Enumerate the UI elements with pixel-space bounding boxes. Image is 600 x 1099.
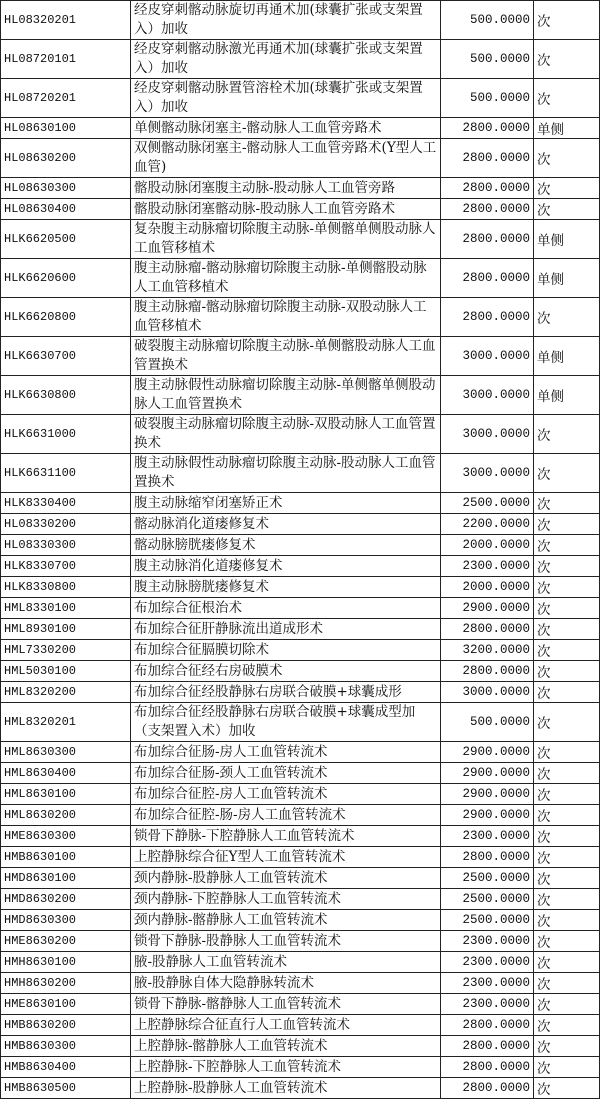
item-unit: 次: [534, 535, 600, 556]
item-code: HME8630200: [1, 931, 131, 952]
item-code: HMH8630100: [1, 952, 131, 973]
item-code: HLK8330800: [1, 577, 131, 598]
item-unit: 次: [534, 868, 600, 889]
item-code: HML7330200: [1, 640, 131, 661]
table-row: [1, 973, 600, 994]
item-price: 2300.0000: [441, 952, 534, 973]
item-price: 3000.0000: [441, 454, 534, 493]
item-price: 2300.0000: [441, 826, 534, 847]
item-unit: 次: [534, 619, 600, 640]
item-name: 腹主动脉膀胱瘘修复术: [131, 577, 441, 598]
item-code: HLK6631000: [1, 415, 131, 454]
item-code: HL08630300: [1, 178, 131, 199]
item-price: 2300.0000: [441, 994, 534, 1015]
item-name: 锁骨下静脉-股静脉人工血管转流术: [131, 931, 441, 952]
item-name: 髂动脉消化道瘘修复术: [131, 514, 441, 535]
item-unit: 次: [534, 889, 600, 910]
item-name: 髂股动脉闭塞髂动脉-股动脉人工血管旁路术: [131, 199, 441, 220]
item-price: 2800.0000: [441, 1078, 534, 1099]
item-price: 500.0000: [441, 1, 534, 40]
table-row: [1, 1078, 600, 1099]
item-price: 2900.0000: [441, 598, 534, 619]
table-row: [1, 889, 600, 910]
item-price: 2200.0000: [441, 514, 534, 535]
item-name: 颈内静脉-髂静脉人工血管转流术: [131, 910, 441, 931]
item-code: HML8320200: [1, 682, 131, 703]
table-row: [1, 118, 600, 139]
item-code: HLK8330400: [1, 493, 131, 514]
item-name: 颈内静脉-下腔静脉人工血管转流术: [131, 889, 441, 910]
table-row: [1, 868, 600, 889]
item-code: HLK6620500: [1, 220, 131, 259]
item-code: HL08630100: [1, 118, 131, 139]
table-row: [1, 1057, 600, 1078]
item-name: 腹主动脉消化道瘘修复术: [131, 556, 441, 577]
item-code: HMD8630300: [1, 910, 131, 931]
item-unit: 次: [534, 682, 600, 703]
item-unit: 次: [534, 931, 600, 952]
item-code: HMB8630500: [1, 1078, 131, 1099]
table-row: [1, 805, 600, 826]
item-name: 上腔静脉-髂静脉人工血管转流术: [131, 1036, 441, 1057]
item-price: 2000.0000: [441, 577, 534, 598]
item-code: HMD8630100: [1, 868, 131, 889]
item-unit: 次: [534, 79, 600, 118]
item-code: HLK6631100: [1, 454, 131, 493]
item-name: 腹主动脉假性动脉瘤切除腹主动脉-单侧髂单侧股动脉人工血管置换术: [131, 376, 441, 415]
item-price: 2800.0000: [441, 1015, 534, 1036]
item-name: 颈内静脉-股静脉人工血管转流术: [131, 868, 441, 889]
item-name: 布加综合征根治术: [131, 598, 441, 619]
item-price: 2800.0000: [441, 1057, 534, 1078]
table-row: [1, 703, 600, 742]
table-row: [1, 784, 600, 805]
item-name: 布加综合征经股静脉右房联合破膜+球囊成型加（支架置入术）加收: [131, 703, 441, 742]
item-unit: 次: [534, 826, 600, 847]
item-code: HML8630100: [1, 784, 131, 805]
item-price: 2800.0000: [441, 847, 534, 868]
table-row: [1, 493, 600, 514]
table-row: [1, 1015, 600, 1036]
item-name: 锁骨下静脉-下腔静脉人工血管转流术: [131, 826, 441, 847]
item-price: 2800.0000: [441, 1036, 534, 1057]
item-code: HML8320201: [1, 703, 131, 742]
item-unit: 次: [534, 1, 600, 40]
table-row: [1, 376, 600, 415]
item-unit: 次: [534, 784, 600, 805]
item-unit: 次: [534, 577, 600, 598]
item-price: 2300.0000: [441, 931, 534, 952]
item-name: 上腔静脉综合征Y型人工血管转流术: [131, 847, 441, 868]
item-name: 髂股动脉闭塞腹主动脉-股动脉人工血管旁路: [131, 178, 441, 199]
table-row: [1, 763, 600, 784]
item-code: HL08720201: [1, 79, 131, 118]
item-code: HLK8330700: [1, 556, 131, 577]
table-row: [1, 994, 600, 1015]
table-row: [1, 952, 600, 973]
table-row: [1, 640, 600, 661]
table-row: [1, 454, 600, 493]
item-price: 2800.0000: [441, 139, 534, 178]
item-unit: 单侧: [534, 259, 600, 298]
table-row: [1, 847, 600, 868]
item-unit: 次: [534, 556, 600, 577]
item-price: 2500.0000: [441, 910, 534, 931]
item-unit: 次: [534, 994, 600, 1015]
item-code: HL08720101: [1, 40, 131, 79]
item-code: HLK6620600: [1, 259, 131, 298]
item-name: 复杂腹主动脉瘤切除腹主动脉-单侧髂单侧股动脉人工血管移植术: [131, 220, 441, 259]
item-name: 破裂腹主动脉瘤切除腹主动脉-单侧髂股动脉人工血管置换术: [131, 337, 441, 376]
item-name: 腹主动脉缩窄闭塞矫正术: [131, 493, 441, 514]
item-unit: 次: [534, 493, 600, 514]
item-name: 破裂腹主动脉瘤切除腹主动脉-双股动脉人工血管置换术: [131, 415, 441, 454]
item-price: 2800.0000: [441, 199, 534, 220]
item-code: HL08330200: [1, 514, 131, 535]
item-code: HME8630300: [1, 826, 131, 847]
item-price: 2900.0000: [441, 763, 534, 784]
item-code: HL08330300: [1, 535, 131, 556]
item-name: 腹主动脉瘤-髂动脉瘤切除腹主动脉-单侧髂股动脉人工血管移植术: [131, 259, 441, 298]
item-unit: 单侧: [534, 118, 600, 139]
item-price: 2800.0000: [441, 619, 534, 640]
item-price: 3200.0000: [441, 640, 534, 661]
item-name: 腋-股静脉人工血管转流术: [131, 952, 441, 973]
item-price: 2900.0000: [441, 742, 534, 763]
item-code: HL08630200: [1, 139, 131, 178]
item-name: 锁骨下静脉-髂静脉人工血管转流术: [131, 994, 441, 1015]
item-unit: 单侧: [534, 337, 600, 376]
item-name: 布加综合征经股静脉右房联合破膜+球囊成形: [131, 682, 441, 703]
table-row: [1, 1, 600, 40]
item-unit: 次: [534, 910, 600, 931]
table-row: [1, 514, 600, 535]
item-unit: 次: [534, 952, 600, 973]
table-row: [1, 1036, 600, 1057]
item-price: 3000.0000: [441, 376, 534, 415]
table-row: [1, 577, 600, 598]
item-price: 2800.0000: [441, 220, 534, 259]
item-code: HML8630200: [1, 805, 131, 826]
table-row: [1, 826, 600, 847]
item-unit: 次: [534, 298, 600, 337]
table-row: [1, 910, 600, 931]
table-row: [1, 220, 600, 259]
item-unit: 次: [534, 1078, 600, 1099]
item-price: 2000.0000: [441, 535, 534, 556]
table-row: [1, 298, 600, 337]
item-price: 2900.0000: [441, 784, 534, 805]
item-name: 上腔静脉综合征直行人工血管转流术: [131, 1015, 441, 1036]
item-unit: 次: [534, 415, 600, 454]
table-row: [1, 682, 600, 703]
item-price: 2900.0000: [441, 805, 534, 826]
item-name: 经皮穿刺髂动脉激光再通术加(球囊扩张或支架置入）加收: [131, 40, 441, 79]
item-code: HML8330100: [1, 598, 131, 619]
table-row: [1, 259, 600, 298]
table-body: [1, 1, 600, 1099]
item-price: 2300.0000: [441, 556, 534, 577]
item-price: 2800.0000: [441, 661, 534, 682]
item-unit: 次: [534, 742, 600, 763]
item-code: HMD8630200: [1, 889, 131, 910]
item-name: 布加综合征肠-颈人工血管转流术: [131, 763, 441, 784]
item-price: 2500.0000: [441, 889, 534, 910]
item-name: 经皮穿刺髂动脉旋切再通术加(球囊扩张或支架置入）加收: [131, 1, 441, 40]
item-name: 双侧髂动脉闭塞主-髂动脉人工血管旁路术(Y型人工血管): [131, 139, 441, 178]
item-code: HMB8630400: [1, 1057, 131, 1078]
item-price: 3000.0000: [441, 682, 534, 703]
item-price: 3000.0000: [441, 415, 534, 454]
item-name: 腹主动脉假性动脉瘤切除腹主动脉-股动脉人工血管置换术: [131, 454, 441, 493]
item-unit: 次: [534, 514, 600, 535]
item-code: HMB8630300: [1, 1036, 131, 1057]
table-row: [1, 598, 600, 619]
item-unit: 次: [534, 1057, 600, 1078]
item-price: 500.0000: [441, 703, 534, 742]
item-code: HML8630400: [1, 763, 131, 784]
item-price: 2800.0000: [441, 178, 534, 199]
table-row: [1, 40, 600, 79]
item-price: 3000.0000: [441, 337, 534, 376]
item-name: 布加综合征肝静脉流出道成形术: [131, 619, 441, 640]
item-code: HLK6630700: [1, 337, 131, 376]
item-unit: 次: [534, 40, 600, 79]
item-code: HMB8630200: [1, 1015, 131, 1036]
item-name: 布加综合征膈膜切除术: [131, 640, 441, 661]
table-row: [1, 619, 600, 640]
item-code: HML8630300: [1, 742, 131, 763]
item-code: HLK6630800: [1, 376, 131, 415]
table-row: [1, 199, 600, 220]
item-unit: 单侧: [534, 220, 600, 259]
item-unit: 次: [534, 1015, 600, 1036]
item-price: 500.0000: [441, 79, 534, 118]
item-name: 髂动脉膀胱瘘修复术: [131, 535, 441, 556]
item-code: HMH8630200: [1, 973, 131, 994]
item-code: HME8630100: [1, 994, 131, 1015]
item-unit: 次: [534, 847, 600, 868]
item-name: 腋-股静脉自体大隐静脉转流术: [131, 973, 441, 994]
item-unit: 次: [534, 598, 600, 619]
item-code: HL08320201: [1, 1, 131, 40]
table-row: [1, 535, 600, 556]
item-unit: 次: [534, 454, 600, 493]
item-unit: 次: [534, 763, 600, 784]
item-unit: 次: [534, 139, 600, 178]
table-row: [1, 556, 600, 577]
item-name: 布加综合征腔-房人工血管转流术: [131, 784, 441, 805]
item-name: 上腔静脉-股静脉人工血管转流术: [131, 1078, 441, 1099]
item-unit: 次: [534, 805, 600, 826]
item-name: 单侧髂动脉闭塞主-髂动脉人工血管旁路术: [131, 118, 441, 139]
item-price: 2300.0000: [441, 973, 534, 994]
item-price: 2800.0000: [441, 118, 534, 139]
item-unit: 次: [534, 199, 600, 220]
item-name: 布加综合征经右房破膜术: [131, 661, 441, 682]
item-price: 2500.0000: [441, 493, 534, 514]
item-price: 2800.0000: [441, 298, 534, 337]
table-row: [1, 742, 600, 763]
item-code: HML5030100: [1, 661, 131, 682]
item-name: 经皮穿刺髂动脉置管溶栓术加(球囊扩张或支架置入）加收: [131, 79, 441, 118]
item-name: 布加综合征肠-房人工血管转流术: [131, 742, 441, 763]
item-name: 上腔静脉-下腔静脉人工血管转流术: [131, 1057, 441, 1078]
item-unit: 次: [534, 973, 600, 994]
item-unit: 次: [534, 703, 600, 742]
table-row: [1, 661, 600, 682]
item-unit: 次: [534, 661, 600, 682]
table-row: [1, 178, 600, 199]
item-unit: 次: [534, 640, 600, 661]
item-unit: 单侧: [534, 376, 600, 415]
item-name: 腹主动脉瘤-髂动脉瘤切除腹主动脉-双股动脉人工血管移植术: [131, 298, 441, 337]
item-price: 2800.0000: [441, 259, 534, 298]
item-unit: 次: [534, 178, 600, 199]
table-row: [1, 931, 600, 952]
item-price: 500.0000: [441, 40, 534, 79]
item-code: HMB8630100: [1, 847, 131, 868]
item-price: 2500.0000: [441, 868, 534, 889]
item-code: HLK6620800: [1, 298, 131, 337]
table-row: [1, 415, 600, 454]
item-code: HL08630400: [1, 199, 131, 220]
item-unit: 次: [534, 1036, 600, 1057]
table-row: [1, 79, 600, 118]
table-row: [1, 337, 600, 376]
table-row: [1, 139, 600, 178]
item-code: HML8930100: [1, 619, 131, 640]
item-name: 布加综合征腔-肠-房人工血管转流术: [131, 805, 441, 826]
